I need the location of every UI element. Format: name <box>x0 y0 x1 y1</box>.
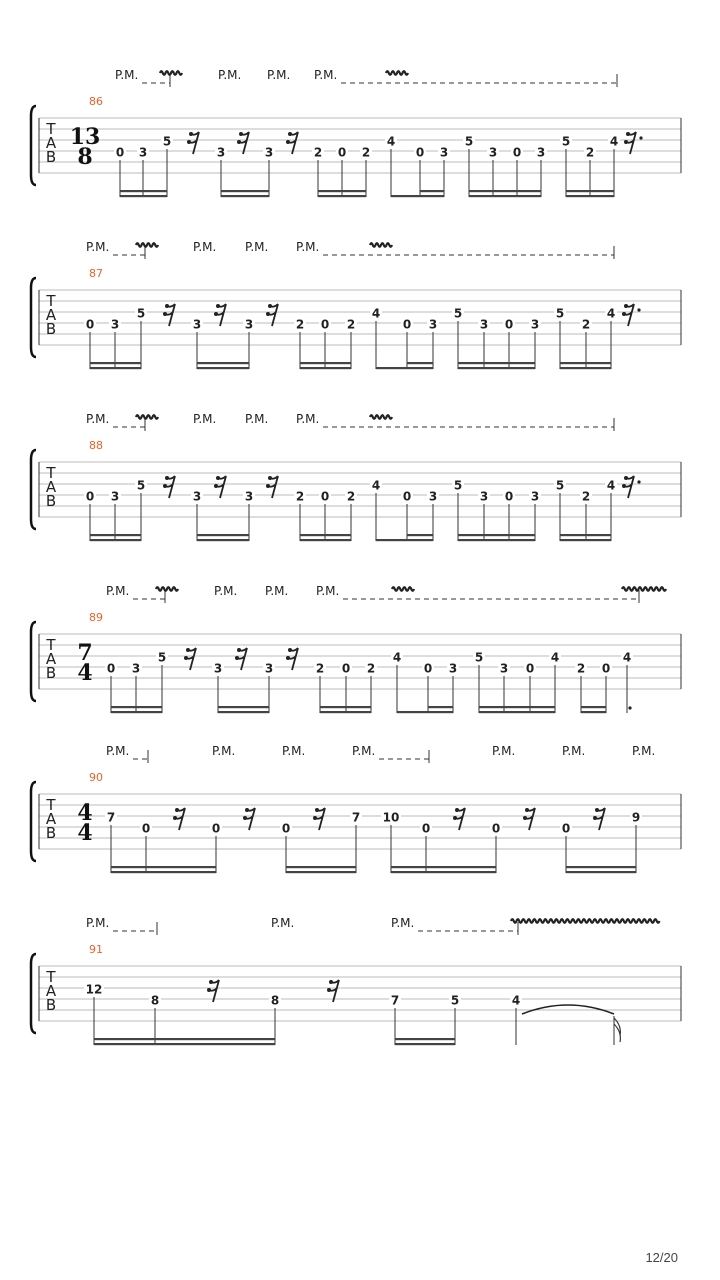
rest-head <box>288 132 292 136</box>
fret-number: 4 <box>550 650 560 665</box>
palm-mute-label: P.M. <box>214 584 238 598</box>
fret-number: 3 <box>536 145 546 160</box>
fret-number: 4 <box>371 478 381 493</box>
vibrato-mark <box>160 71 182 75</box>
tab-system <box>31 744 681 873</box>
tab-clef-letter: B <box>45 664 57 682</box>
palm-mute-label: P.M. <box>296 412 320 426</box>
fret-number: 0 <box>525 661 535 676</box>
time-signature-top: 13 <box>69 124 101 150</box>
rest-head <box>329 980 333 984</box>
rest-head <box>593 816 597 820</box>
rest-head <box>268 304 272 308</box>
rest-head <box>163 312 167 316</box>
note-beam <box>581 711 606 713</box>
palm-mute-label: P.M. <box>115 68 139 82</box>
fret-number: 4 <box>622 650 632 665</box>
fret-number: 8 <box>150 993 160 1008</box>
fret-number: 0 <box>491 821 501 836</box>
rest-head <box>175 808 179 812</box>
fret-number: 3 <box>530 489 540 504</box>
fret-number: 5 <box>157 650 167 665</box>
tab-clef-letter: A <box>45 134 57 152</box>
fret-number: 3 <box>499 661 509 676</box>
rest-head <box>216 476 220 480</box>
fret-number: 7 <box>106 810 116 825</box>
note-beam <box>320 706 371 708</box>
rest-head <box>624 476 628 480</box>
time-signature-bottom: 4 <box>77 660 93 686</box>
fret-number: 0 <box>85 317 95 332</box>
fret-number: 3 <box>244 317 254 332</box>
rest-head <box>315 808 319 812</box>
rest-head <box>624 140 628 144</box>
fret-number: 2 <box>346 489 356 504</box>
palm-mute-label: P.M. <box>245 240 269 254</box>
tab-system <box>31 68 681 197</box>
measure-number: 87 <box>89 267 103 280</box>
note-beam <box>407 534 433 536</box>
rest-dot <box>637 480 640 483</box>
fret-number: 0 <box>337 145 347 160</box>
fret-number: 7 <box>390 993 400 1008</box>
rest-head <box>216 304 220 308</box>
rest-head <box>455 808 459 812</box>
palm-mute-label: P.M. <box>314 68 338 82</box>
fret-number: 5 <box>453 306 463 321</box>
fret-number: 3 <box>448 661 458 676</box>
note-beam <box>197 539 249 541</box>
rest-head <box>626 132 630 136</box>
fret-number: 3 <box>216 145 226 160</box>
note-beam <box>90 362 141 364</box>
note-beam <box>300 362 351 364</box>
system-bracket <box>31 106 36 185</box>
time-signature-top: 4 <box>77 800 93 826</box>
tab-clef-letter: A <box>45 478 57 496</box>
palm-mute-label: P.M. <box>316 584 340 598</box>
note-beam <box>566 195 614 197</box>
system-bracket <box>31 278 36 357</box>
note-beam <box>407 539 433 541</box>
palm-mute-label: P.M. <box>86 240 110 254</box>
note-beam <box>469 190 541 192</box>
measure-number: 88 <box>89 439 103 452</box>
fret-number: 5 <box>474 650 484 665</box>
fret-number: 0 <box>106 661 116 676</box>
note-beam <box>560 539 611 541</box>
note-beam <box>221 190 269 192</box>
tab-clef-letter: T <box>46 120 56 138</box>
note-beam <box>111 711 162 713</box>
rest-head <box>266 484 270 488</box>
rest-head <box>173 816 177 820</box>
palm-mute-label: P.M. <box>193 412 217 426</box>
vibrato-mark <box>392 587 414 591</box>
note-beam <box>376 539 407 541</box>
tab-clef-letter: T <box>46 292 56 310</box>
fret-number: 3 <box>264 661 274 676</box>
fret-number: 4 <box>606 306 616 321</box>
fret-number: 0 <box>320 317 330 332</box>
note-beam <box>407 367 433 369</box>
palm-mute-label: P.M. <box>352 744 376 758</box>
note-beam <box>111 871 216 873</box>
rest-head <box>622 484 626 488</box>
fret-number: 2 <box>295 317 305 332</box>
note-beam <box>407 362 433 364</box>
tab-clef-letter: T <box>46 464 56 482</box>
fret-number: 3 <box>479 317 489 332</box>
vibrato-mark <box>156 587 178 591</box>
fret-number: 0 <box>415 145 425 160</box>
fret-number: 3 <box>244 489 254 504</box>
note-beam <box>581 706 606 708</box>
fret-number: 0 <box>402 489 412 504</box>
note-beam <box>218 711 269 713</box>
note-flag <box>614 1018 620 1042</box>
fret-number: 4 <box>511 993 521 1008</box>
palm-mute-label: P.M. <box>193 240 217 254</box>
fret-number: 3 <box>110 489 120 504</box>
tab-clef-letter: A <box>45 650 57 668</box>
fret-number: 3 <box>213 661 223 676</box>
fret-number: 0 <box>141 821 151 836</box>
time-signature-top: 7 <box>77 640 93 666</box>
fret-number: 2 <box>366 661 376 676</box>
fret-number: 0 <box>402 317 412 332</box>
note-beam <box>90 534 141 536</box>
fret-number: 3 <box>110 317 120 332</box>
fret-number: 2 <box>295 489 305 504</box>
rest-head <box>239 132 243 136</box>
palm-mute-label: P.M. <box>265 584 289 598</box>
fret-number: 3 <box>428 317 438 332</box>
palm-mute-label: P.M. <box>106 584 130 598</box>
note-beam <box>300 539 351 541</box>
fret-number: 5 <box>464 134 474 149</box>
palm-mute-label: P.M. <box>296 240 320 254</box>
fret-number: 3 <box>264 145 274 160</box>
rest-head <box>165 476 169 480</box>
rest-dot <box>637 308 640 311</box>
tab-clef-letter: A <box>45 982 57 1000</box>
rest-dot <box>639 136 642 139</box>
note-beam <box>458 362 535 364</box>
tab-system <box>31 584 681 713</box>
fret-number: 10 <box>382 810 400 825</box>
fret-number: 3 <box>439 145 449 160</box>
tab-systems <box>31 68 681 1045</box>
vibrato-mark <box>386 71 408 75</box>
fret-number: 8 <box>270 993 280 1008</box>
note-beam <box>300 534 351 536</box>
note-beam <box>94 1043 275 1045</box>
vibrato-mark <box>370 415 392 419</box>
fret-number: 2 <box>346 317 356 332</box>
note-beam <box>397 711 428 713</box>
note-beam <box>420 190 444 192</box>
rest-head <box>288 648 292 652</box>
rest-head <box>237 648 241 652</box>
note-beam <box>120 190 167 192</box>
fret-number: 3 <box>192 489 202 504</box>
measure-number: 89 <box>89 611 103 624</box>
tab-clef-letter: B <box>45 148 57 166</box>
system-bracket <box>31 954 36 1033</box>
system-bracket <box>31 450 36 529</box>
rest-head <box>453 816 457 820</box>
fret-number: 2 <box>581 489 591 504</box>
note-beam <box>469 195 541 197</box>
fret-number: 0 <box>561 821 571 836</box>
note-beam <box>395 1038 455 1040</box>
tab-system <box>31 240 681 369</box>
note-beam <box>320 711 371 713</box>
note-beam <box>560 534 611 536</box>
tab-clef-letter: T <box>46 796 56 814</box>
note-beam <box>560 362 611 364</box>
note-beam <box>560 367 611 369</box>
fret-number: 0 <box>115 145 125 160</box>
vibrato-mark <box>136 415 158 419</box>
note-beam <box>120 195 167 197</box>
fret-number: 3 <box>530 317 540 332</box>
rest-head <box>245 808 249 812</box>
palm-mute-label: P.M. <box>106 744 130 758</box>
tab-clef-letter: B <box>45 492 57 510</box>
fret-number: 3 <box>192 317 202 332</box>
rest-head <box>313 816 317 820</box>
fret-number: 0 <box>320 489 330 504</box>
system-bracket <box>31 782 36 861</box>
fret-number: 5 <box>561 134 571 149</box>
fret-number: 0 <box>421 821 431 836</box>
palm-mute-label: P.M. <box>86 412 110 426</box>
fret-number: 0 <box>211 821 221 836</box>
note-beam <box>300 367 351 369</box>
tab-clef-letter: T <box>46 968 56 986</box>
fret-number: 0 <box>504 317 514 332</box>
palm-mute-label: P.M. <box>267 68 291 82</box>
rest-head <box>237 140 241 144</box>
note-beam <box>391 871 496 873</box>
palm-mute-label: P.M. <box>245 412 269 426</box>
rest-head <box>622 312 626 316</box>
rest-head <box>595 808 599 812</box>
palm-mute-label: P.M. <box>492 744 516 758</box>
note-beam <box>376 367 407 369</box>
fret-number: 0 <box>281 821 291 836</box>
rest-head <box>235 656 239 660</box>
rest-head <box>207 988 211 992</box>
tab-clef-letter: A <box>45 810 57 828</box>
rest-head <box>286 140 290 144</box>
vibrato-mark <box>136 243 158 247</box>
fret-number: 5 <box>555 306 565 321</box>
note-beam <box>94 1038 275 1040</box>
measure-number: 86 <box>89 95 103 108</box>
fret-number: 2 <box>315 661 325 676</box>
fret-number: 5 <box>450 993 460 1008</box>
note-beam <box>458 367 535 369</box>
fret-number: 5 <box>453 478 463 493</box>
fret-number: 2 <box>585 145 595 160</box>
rest-head <box>243 816 247 820</box>
tab-clef-letter: A <box>45 306 57 324</box>
note-beam <box>111 866 216 868</box>
note-beam <box>420 195 444 197</box>
note-beam <box>111 706 162 708</box>
fret-number: 12 <box>85 982 103 997</box>
note-beam <box>566 190 614 192</box>
note-beam <box>318 190 366 192</box>
tab-clef-letter: B <box>45 996 57 1014</box>
tab-system <box>31 412 681 541</box>
fret-number: 5 <box>136 306 146 321</box>
fret-number: 4 <box>392 650 402 665</box>
fret-number: 3 <box>488 145 498 160</box>
fret-number: 0 <box>512 145 522 160</box>
fret-number: 5 <box>162 134 172 149</box>
note-beam <box>391 866 496 868</box>
palm-mute-label: P.M. <box>212 744 236 758</box>
note-beam <box>458 539 535 541</box>
time-signature-bottom: 4 <box>77 820 93 846</box>
duration-dot <box>628 706 631 709</box>
fret-number: 4 <box>386 134 396 149</box>
fret-number: 5 <box>555 478 565 493</box>
note-beam <box>221 195 269 197</box>
rest-head <box>184 656 188 660</box>
rest-head <box>187 140 191 144</box>
note-beam <box>318 195 366 197</box>
fret-number: 0 <box>341 661 351 676</box>
note-beam <box>286 866 356 868</box>
rest-head <box>189 132 193 136</box>
rest-head <box>163 484 167 488</box>
system-bracket <box>31 622 36 701</box>
fret-number: 2 <box>581 317 591 332</box>
tab-clef-letter: B <box>45 824 57 842</box>
fret-number: 5 <box>136 478 146 493</box>
palm-mute-label: P.M. <box>632 744 656 758</box>
palm-mute-label: P.M. <box>218 68 242 82</box>
rest-head <box>286 656 290 660</box>
rest-head <box>327 988 331 992</box>
fret-number: 3 <box>479 489 489 504</box>
note-beam <box>479 711 555 713</box>
note-beam <box>458 534 535 536</box>
note-beam <box>391 195 420 197</box>
rest-head <box>209 980 213 984</box>
palm-mute-label: P.M. <box>391 916 415 930</box>
fret-number: 7 <box>351 810 361 825</box>
tab-clef-letter: B <box>45 320 57 338</box>
fret-number: 4 <box>609 134 619 149</box>
fret-number: 9 <box>631 810 641 825</box>
fret-number: 0 <box>423 661 433 676</box>
rest-head <box>525 808 529 812</box>
fret-number: 3 <box>428 489 438 504</box>
note-beam <box>479 706 555 708</box>
palm-mute-label: P.M. <box>562 744 586 758</box>
note-beam <box>395 1043 455 1045</box>
fret-number: 2 <box>576 661 586 676</box>
note-beam <box>90 539 141 541</box>
fret-number: 0 <box>601 661 611 676</box>
fret-number: 0 <box>504 489 514 504</box>
rest-head <box>214 484 218 488</box>
tab-system <box>31 916 681 1045</box>
note-beam <box>428 706 453 708</box>
vibrato-mark <box>622 587 666 591</box>
rest-head <box>268 476 272 480</box>
vibrato-mark <box>370 243 392 247</box>
fret-number: 0 <box>85 489 95 504</box>
palm-mute-label: P.M. <box>86 916 110 930</box>
time-signature-bottom: 8 <box>77 144 93 170</box>
rest-head <box>165 304 169 308</box>
vibrato-mark <box>511 919 660 923</box>
measure-number: 91 <box>89 943 103 956</box>
fret-number: 3 <box>138 145 148 160</box>
note-beam <box>286 871 356 873</box>
rest-head <box>266 312 270 316</box>
palm-mute-label: P.M. <box>282 744 306 758</box>
note-beam <box>218 706 269 708</box>
palm-mute-label: P.M. <box>271 916 295 930</box>
note-beam <box>197 367 249 369</box>
tab-clef-letter: T <box>46 636 56 654</box>
fret-number: 4 <box>371 306 381 321</box>
fret-number: 4 <box>606 478 616 493</box>
fret-number: 3 <box>131 661 141 676</box>
rest-head <box>624 304 628 308</box>
note-beam <box>197 362 249 364</box>
rest-head <box>523 816 527 820</box>
note-beam <box>197 534 249 536</box>
note-beam <box>566 871 636 873</box>
note-beam <box>90 367 141 369</box>
fret-number: 2 <box>313 145 323 160</box>
fret-number: 2 <box>361 145 371 160</box>
note-beam <box>566 866 636 868</box>
rest-head <box>186 648 190 652</box>
rest-head <box>214 312 218 316</box>
note-beam <box>428 711 453 713</box>
page-number: 12/20 <box>645 1250 678 1265</box>
measure-number: 90 <box>89 771 103 784</box>
